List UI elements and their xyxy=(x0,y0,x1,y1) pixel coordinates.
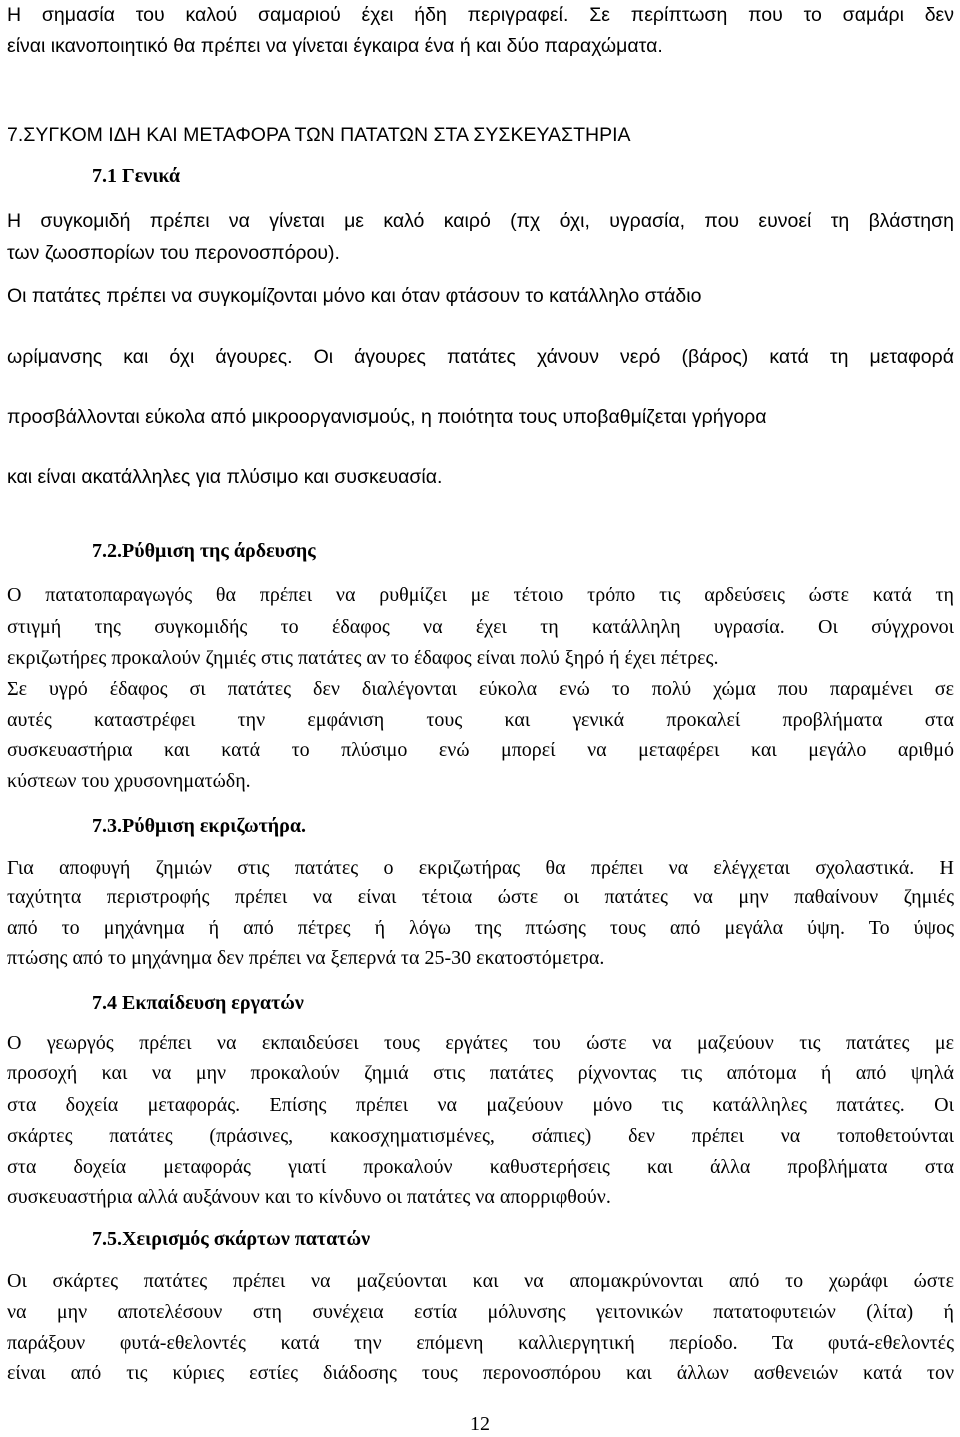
section-7-4-heading: 7.4 Εκπαίδευση εργατών xyxy=(92,992,304,1014)
section-7-1-heading: 7.1 Γενικά xyxy=(92,165,181,187)
s71-line: και είναι ακατάλληλες για πλύσιμο και συσκευασία. xyxy=(7,466,443,488)
s71-line: των ζωοσπορίων του περονοσπόρου). xyxy=(7,242,340,264)
s72-line: συσκευαστήρια και κατά το πλύσιμο ενώ μπορεί να μεταφέρει και μεγάλο αριθμό xyxy=(7,739,954,761)
s72-line: Σε υγρό έδαφος σι πατάτες δεν διαλέγονται εύκολα ενώ το πολύ χώμα που παραμένει σε xyxy=(7,678,954,700)
section-7-heading: 7.ΣΥΓΚΟΜ ΙΔΗ ΚΑΙ ΜΕΤΑΦΟΡΑ ΤΩΝ ΠΑΤΑΤΩΝ ΣΤΑ ΣΥΣΚΕΥΑΣΤΗΡΙΑ xyxy=(7,124,631,146)
s74-line: στα δοχεία μεταφοράς. Επίσης πρέπει να μαζεύουν μόνο τις κατάλληλες πατάτες. Οι xyxy=(7,1094,954,1116)
s74-line: Ο γεωργός πρέπει να εκπαιδεύσει τους εργάτες του ώστε να μαζεύουν τις πατάτες με xyxy=(7,1032,954,1054)
s72-line: αυτές καταστρέφει την εμφάνιση τους και γενικά προκαλεί προβλήματα στα xyxy=(7,709,954,731)
section-7-2-heading: 7.2.Ρύθμιση της άρδευσης xyxy=(92,540,316,562)
s74-line: προσοχή και να μην προκαλούν ζημιά στις πατάτες ρίχνοντας τις απότομα ή από ψηλά xyxy=(7,1062,954,1084)
s73-line: ταχύτητα περιστροφής πρέπει να είναι τέτοια ώστε οι πατάτες να μην παθαίνουν ζημιές xyxy=(7,886,954,908)
s75-line: να μην αποτελέσουν στη συνέχεια εστία μόλυνσης γειτονικών πατατοφυτειών (λίτα) ή xyxy=(7,1301,954,1323)
intro-line-1: Η σημασία του καλού σαμαριού έχει ήδη περιγραφεί. Σε περίπτωση που το σαμάρι δεν xyxy=(7,4,954,26)
section-7-5-heading: 7.5.Χειρισμός σκάρτων πατατών xyxy=(92,1228,371,1250)
s71-line: ωρίμανσης και όχι άγουρες. Οι άγουρες πατάτες χάνουν νερό (βάρος) κατά τη μεταφορά xyxy=(7,346,954,368)
s74-line: συσκευαστήρια αλλά αυξάνουν και το κίνδυνο οι πατάτες να απορριφθούν. xyxy=(7,1186,611,1208)
s71-line: Η συγκομιδή πρέπει να γίνεται με καλό καιρό (πχ όχι, υγρασία, που ευνοεί τη βλάστηση xyxy=(7,210,954,232)
s74-line: σκάρτες πατάτες (πράσινες, κακοσχηματισμένες, σάπιες) δεν πρέπει να τοποθετούνται xyxy=(7,1125,954,1147)
intro-line-2: είναι ικανοποιητικό θα πρέπει να γίνεται έγκαιρα ένα ή και δύο παραχώματα. xyxy=(7,35,663,57)
section-7-3-heading: 7.3.Ρύθμιση εκριζωτήρα. xyxy=(92,815,307,837)
s74-line: στα δοχεία μεταφοράς γιατί προκαλούν καθυστερήσεις και άλλα προβλήματα στα xyxy=(7,1156,954,1178)
s73-line: από το μηχάνημα ή από πέτρες ή λόγω της πτώσης τους από μεγάλα ύψη. Το ύψος xyxy=(7,917,954,939)
page-number: 12 xyxy=(470,1413,490,1435)
s72-line: κύστεων του χρυσονηματώδη. xyxy=(7,770,251,792)
s72-line: Ο πατατοπαραγωγός θα πρέπει να ρυθμίζει με τέτοιο τρόπο τις αρδεύσεις ώστε κατά τη xyxy=(7,584,954,606)
s72-line: εκριζωτήρες προκαλούν ζημιές στις πατάτες αν το έδαφος είναι πολύ ξηρό ή έχει πέτρες. xyxy=(7,647,719,669)
s71-line: Οι πατάτες πρέπει να συγκομίζονται μόνο και όταν φτάσουν το κατάλληλο στάδιο xyxy=(7,285,702,307)
s73-line: Για αποφυγή ζημιών στις πατάτες ο εκριζωτήρας θα πρέπει να ελέγχεται σχολαστικά. Η xyxy=(7,857,954,879)
s75-line: είναι από τις κύριες εστίες διάδοσης τους περονοσπόρου και άλλων ασθενειών κατά τον xyxy=(7,1362,954,1384)
s71-line: προσβάλλονται εύκολα από μικροοργανισμούς, η ποιότητα τους υποβαθμίζεται γρήγορα xyxy=(7,406,767,428)
s72-line: στιγμή της συγκομιδής το έδαφος να έχει τη κατάλληλη υγρασία. Οι σύγχρονοι xyxy=(7,616,954,638)
s75-line: Οι σκάρτες πατάτες πρέπει να μαζεύονται και να απομακρύνονται από το χωράφι ώστε xyxy=(7,1270,954,1292)
s75-line: παράξουν φυτά-εθελοντές κατά την επόμενη καλλιεργητική περίοδο. Τα φυτά-εθελοντές xyxy=(7,1332,954,1354)
s73-line: πτώσης από το μηχάνημα δεν πρέπει να ξεπερνά τα 25-30 εκατοστόμετρα. xyxy=(7,947,605,969)
